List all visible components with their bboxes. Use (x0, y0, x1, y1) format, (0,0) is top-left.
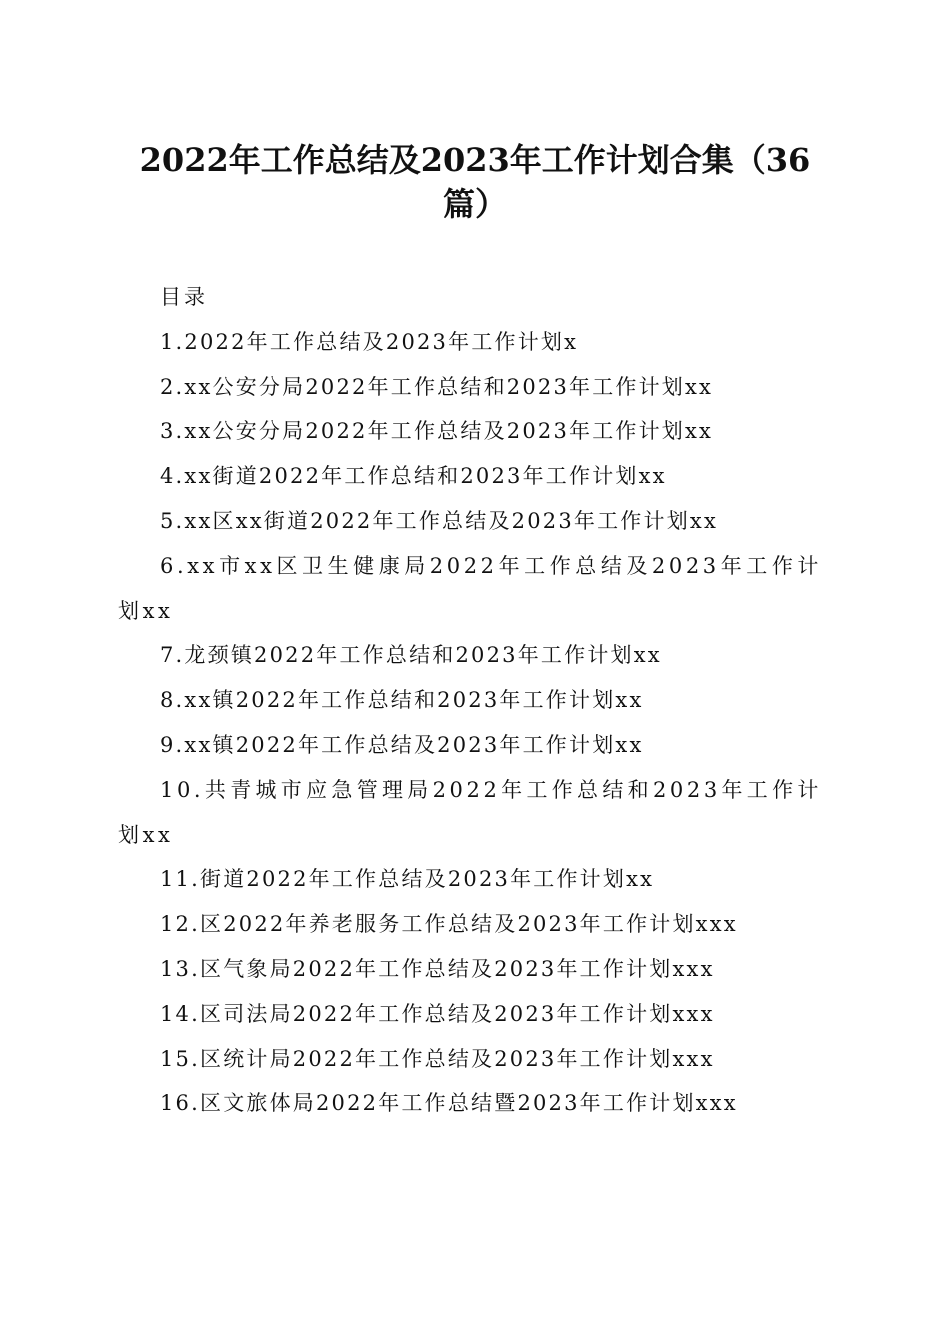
toc-item: 11.街道2022年工作总结及2023年工作计划xx (160, 867, 655, 892)
toc-list (118, 320, 822, 1126)
toc-item: 3.xx公安分局2022年工作总结及2023年工作计划xx (160, 419, 714, 444)
toc-item: 8.xx镇2022年工作总结和2023年工作计划xx (160, 688, 644, 713)
table-of-contents (118, 275, 822, 1126)
toc-item: 9.xx镇2022年工作总结及2023年工作计划xx (160, 732, 644, 757)
toc-item: 6.xx市xx区卫生健康局2022年工作总结及2023年工作计划xx (118, 553, 822, 623)
toc-item: 14.区司法局2022年工作总结及2023年工作计划xxx (160, 1001, 715, 1026)
toc-item: 15.区统计局2022年工作总结及2023年工作计划xxx (160, 1046, 715, 1071)
toc-item: 12.区2022年养老服务工作总结及2023年工作计划xxx (160, 912, 738, 937)
toc-item: 4.xx街道2022年工作总结和2023年工作计划xx (160, 464, 667, 489)
toc-item: 1.2022年工作总结及2023年工作计划x (160, 329, 579, 354)
toc-item: 5.xx区xx街道2022年工作总结及2023年工作计划xx (160, 508, 718, 533)
document-title: 2022年工作总结及2023年工作计划合集（36篇） (139, 141, 811, 223)
toc-item: 10.共青城市应急管理局2022年工作总结和2023年工作计划xx (118, 777, 822, 847)
toc-item: 7.龙颈镇2022年工作总结和2023年工作计划xx (160, 643, 662, 668)
toc-item: 2.xx公安分局2022年工作总结和2023年工作计划xx (160, 374, 714, 399)
toc-heading: 目录 (160, 285, 208, 309)
toc-item: 13.区气象局2022年工作总结及2023年工作计划xxx (160, 956, 715, 981)
toc-item: 16.区文旅体局2022年工作总结暨2023年工作计划xxx (160, 1091, 738, 1116)
